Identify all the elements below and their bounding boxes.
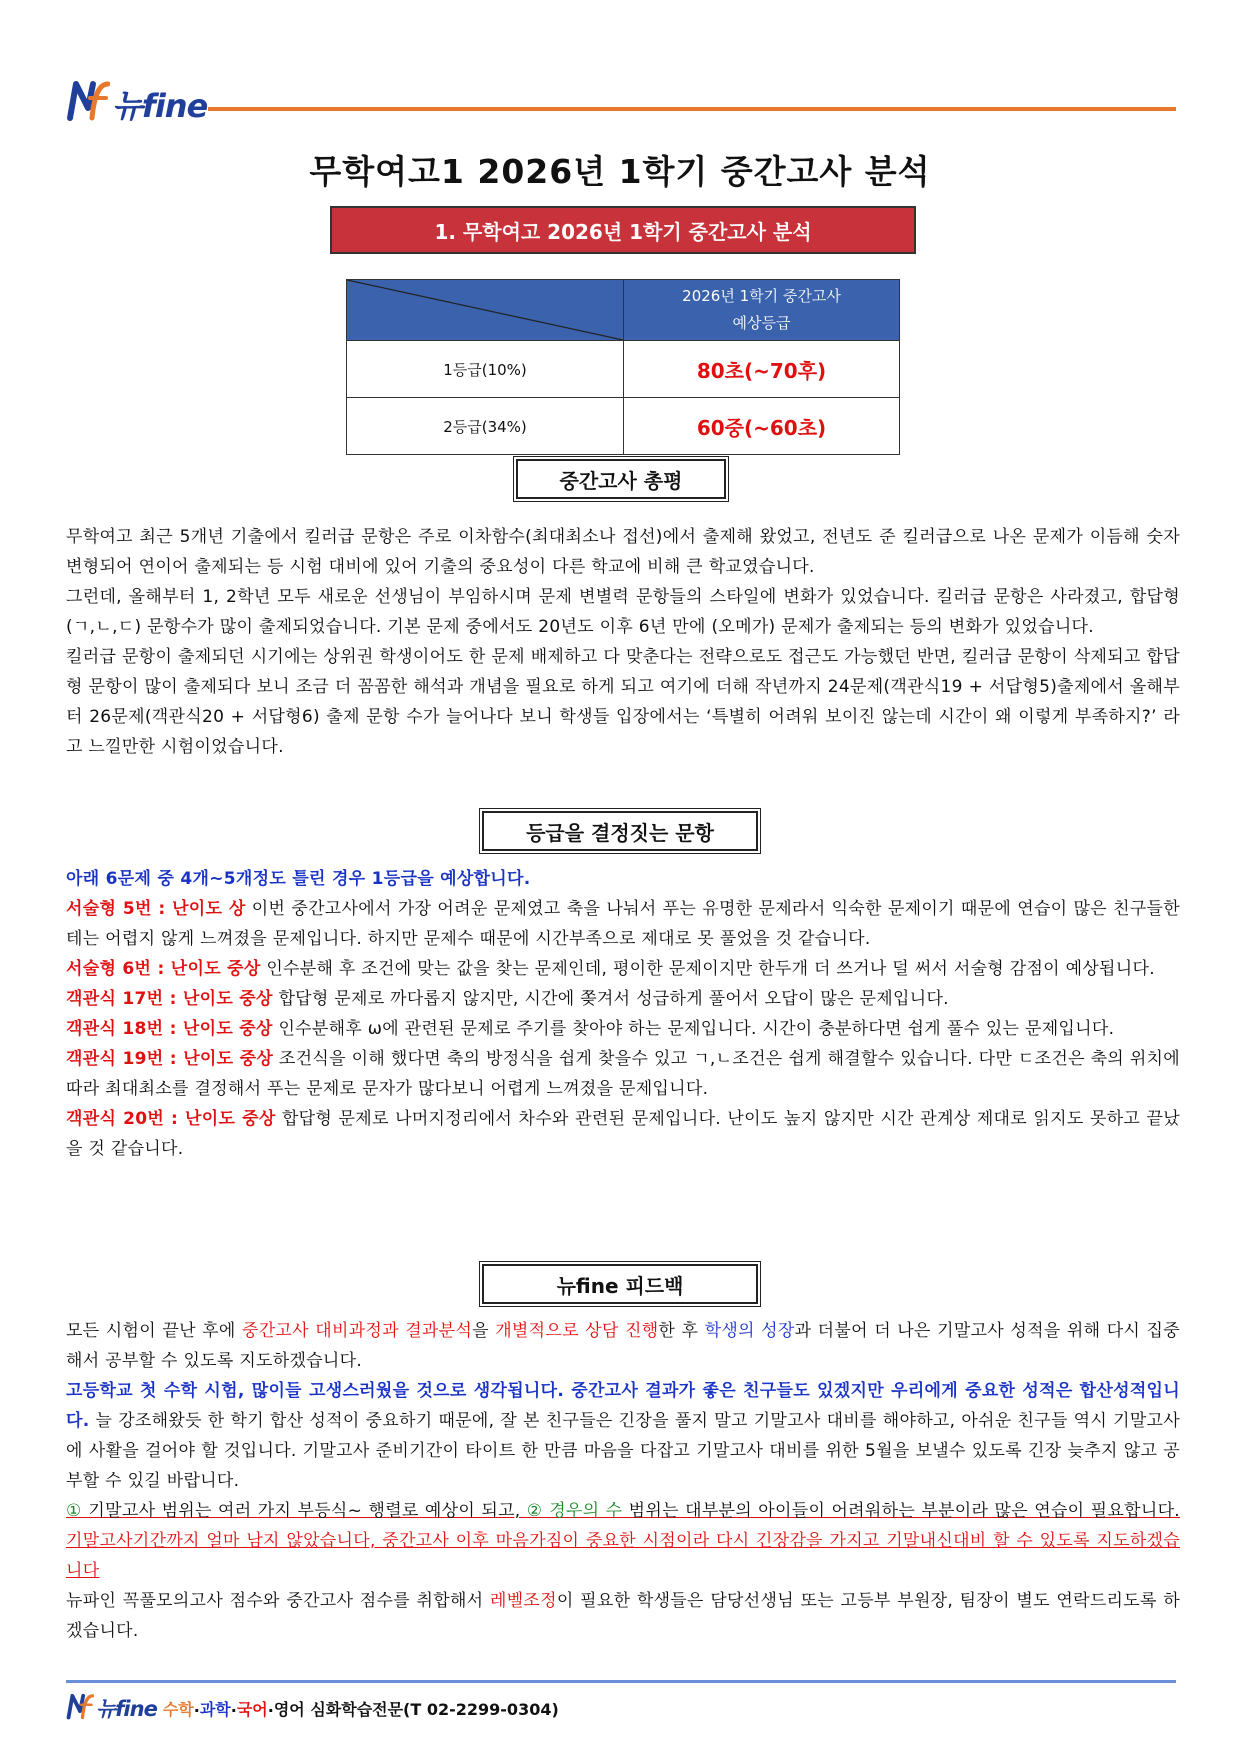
text-span: 한 후 [658,1321,705,1341]
text-span: 모든 시험이 끝난 후에 [66,1321,242,1341]
highlight-blue: 고등학교 첫 수학 시험, 많이들 고생스러웠을 것으로 생각됩니다. 중간고사 결과가 좋은 친구들도 있겠지만 우리에게 중요한 성적은 합산성적입니다. [66,1381,1180,1431]
page-title: 무학여고1 2026년 1학기 중간고사 분석 [309,152,931,191]
text-span: 기말고사 범위는 여러 가지 부등식~ 행렬로 예상이 되고, [82,1501,527,1521]
diagonal-line [347,280,623,340]
grade-table [346,279,900,455]
feedback-paragraph [66,1316,1180,1376]
footer-subject: 영어 [273,1700,305,1719]
header-line-2: 예상등급 [732,314,791,332]
grade-value: 80초(~70후) [624,341,900,398]
highlight-blue: 학생의 성장 [704,1321,795,1341]
item-text: 합답형 문제로 나머지정리에서 차수와 관련된 문제입니다. 난이도 높지 않지만 시간 관계상 제대로 읽지도 못하고 끝났을 것 같습니다. [66,1109,1180,1159]
table-row [347,341,900,398]
logo-text: 뉴fine [112,87,208,125]
circled-number: ② [526,1501,543,1521]
item-label: 객관식 17번 : 난이도 중상 [66,989,273,1009]
highlight-red: 개별적으로 상담 진행 [495,1321,659,1341]
text-span: 을 [472,1321,496,1341]
item-label: 객관식 20번 : 난이도 중상 [66,1109,276,1129]
highlight-green: 경우의 수 [542,1501,623,1521]
decisive-intro: 아래 6문제 중 4개~5개정도 틀린 경우 1등급을 예상합니다. [66,869,531,889]
header-line-1: 2026년 1학기 중간고사 [682,287,841,305]
grade-label: 1등급(10%) [347,341,624,398]
highlight-red: 레벨조정 [489,1591,557,1611]
grade-value: 60중(~60초) [624,398,900,455]
footer-logo-text: 뉴fine [96,1697,157,1721]
section-title-box: 1. 무학여고 2026년 1학기 중간고사 분석 [330,206,916,254]
grade-label: 2등급(34%) [347,398,624,455]
decisive-item [66,1014,1180,1044]
summary-paragraph: 그런데, 올해부터 1, 2학년 모두 새로운 선생님이 부임하시며 문제 변별력 문항들의 스타일에 변화가 있었습니다. 킬러급 문항은 사라졌고, 합답형(ㄱ,ㄴ,ㄷ) 문항수가 많이 출제되었습니다. 기본 문제 중에서도 20년도 이후 6년 만에 (오메가) 문제가 출제되는 등의 변화가 있었습니다. [66,587,1180,637]
footer-subject: 수학 [162,1700,194,1719]
feedback-title: 뉴fine 피드백 [482,1264,758,1304]
decisive-item [66,984,1180,1014]
text-span: 뉴파인 꼭풀모의고사 점수와 중간고사 점수를 취합해서 [66,1591,490,1611]
footer-separator: · [230,1701,237,1720]
item-text: 조건식을 이해 했다면 축의 방정식을 쉽게 찾을수 있고 ㄱ,ㄴ조건은 쉽게 해결할수 있습니다. 다만 ㄷ조건은 축의 위치에 따라 최대최소를 결정해서 푸는 문제로 문자가 많다보니 어렵게 느껴졌을 문제입니다. [66,1049,1180,1099]
item-text: 이번 중간고사에서 가장 어려운 문제였고 축을 나눠서 푸는 유명한 문제라서 익숙한 문제이기 때문에 연습이 많은 친구들한테는 어렵지 않게 느껴졌을 문제입니다. 하지만 문제수 때문에 시간부족으로 제대로 못 풀었을 것 같습니다. [66,899,1180,949]
footer-separator: · [193,1701,200,1720]
item-label: 서술형 5번 : 난이도 상 [66,899,246,919]
feedback-paragraph [66,1586,1180,1646]
summary-paragraph: 킬러급 문항이 출제되던 시기에는 상위권 학생이어도 한 문제 배제하고 다 맞춘다는 전략으로도 접근도 가능했던 반면, 킬러급 문항이 삭제되고 합답형 문항이 많이 출제되다 보니 조금 더 꼼꼼한 해석과 개념을 필요로 하게 되고 여기에 더해 작년까지 24문제(객관식19 + 서답형5)출제에서 올해부터 26문제(객관식20 + 서답형6) 출제 문항 수가 늘어나다 보니 학생들 입장에서는 ‘특별히 어려워 보이진 않는데 시간이 왜 이렇게 부족하지?’ 라고 느낄만한 시험이었습니다. [66,647,1180,757]
nf-logo-icon [66,1692,94,1720]
item-label: 객관식 18번 : 난이도 중상 [66,1019,273,1039]
decisive-text [66,864,1180,1164]
summary-text [66,522,1180,762]
footer [66,1692,559,1720]
item-text: 인수분해후 ω에 관련된 문제로 주기를 찾아야 하는 문제입니다. 시간이 충분하다면 쉽게 풀수 있는 문제입니다. [272,1019,1115,1039]
decisive-item [66,954,1180,984]
text-span: 범위는 대부분의 아이들이 어려워하는 부분이라 많은 연습이 필요합니다. [622,1501,1180,1521]
feedback-paragraph [66,1376,1180,1496]
table-corner-cell [347,280,624,341]
highlight-red: 기말고사기간까지 얼마 남지 않았습니다, 중간고사 이후 마음가짐이 중요한 시점이라 다시 긴장감을 가지고 기말내신대비 할 수 있도록 지도하겠습니다 [66,1531,1180,1581]
item-text: 합답형 문제로 까다롭지 않지만, 시간에 쫒겨서 성급하게 풀어서 오답이 많은 문제입니다. [272,989,949,1009]
highlight-red: 중간고사 대비과정과 결과분석 [241,1321,473,1341]
circled-number: ① [66,1501,83,1521]
summary-paragraph: 무학여고 최근 5개년 기출에서 킬러급 문항은 주로 이차함수(최대최소나 접선)에서 출제해 왔었고, 전년도 준 킬러급으로 나온 문제가 이듬해 숫자 변형되어 연이어 출제되는 등 시험 대비에 있어 기출의 중요성이 다른 학교에 비해 큰 학교였습니다. [66,527,1180,577]
summary-title: 중간고사 총평 [516,459,726,499]
table-row [347,398,900,455]
table-header [624,280,900,341]
text-span: 이 필요한 학생들은 담당선생님 또는 고등부 부원장, 팀장이 별도 연락드리도록 하겠습니다. [66,1591,1180,1641]
item-text: 인수분해 후 조건에 맞는 값을 찾는 문제인데, 평이한 문제이지만 한두개 더 쓰거나 덜 써서 서술형 감점이 예상됩니다. [260,959,1155,979]
nf-logo-icon [66,78,110,122]
footer-divider [66,1680,1176,1683]
text-span: 과 더불어 더 나은 기말고사 성적을 위해 다시 집중해서 공부할 수 있도록 지도하겠습니다. [66,1321,1180,1371]
feedback-paragraph [66,1496,1180,1586]
item-label: 서술형 6번 : 난이도 중상 [66,959,261,979]
header-divider [208,107,1176,111]
decisive-title: 등급을 결정짓는 문항 [482,811,758,851]
decisive-item [66,1044,1180,1104]
header-logo [66,78,208,125]
feedback-text [66,1316,1180,1646]
text-span: 늘 강조해왔듯 한 학기 합산 성적이 중요하기 때문에, 잘 본 친구들은 긴장을 풀지 말고 기말고사 대비를 해야하고, 아쉬운 친구들 역시 기말고사에 사활을 걸어야 할 것입니다. 기말고사 준비기간이 타이트 한 만큼 마음을 다잡고 기말고사 대비를 위한 5월을 보낼수 있도록 긴장 늦추지 않고 공부할 수 있길 바랍니다. [66,1411,1180,1491]
footer-subject: 국어 [236,1700,268,1719]
footer-contact: 심화학습전문(T 02-2299-0304) [304,1700,559,1719]
footer-separator: · [267,1701,274,1720]
decisive-item [66,894,1180,954]
decisive-item [66,1104,1180,1164]
item-label: 객관식 19번 : 난이도 중상 [66,1049,274,1069]
footer-subject: 과학 [199,1700,231,1719]
